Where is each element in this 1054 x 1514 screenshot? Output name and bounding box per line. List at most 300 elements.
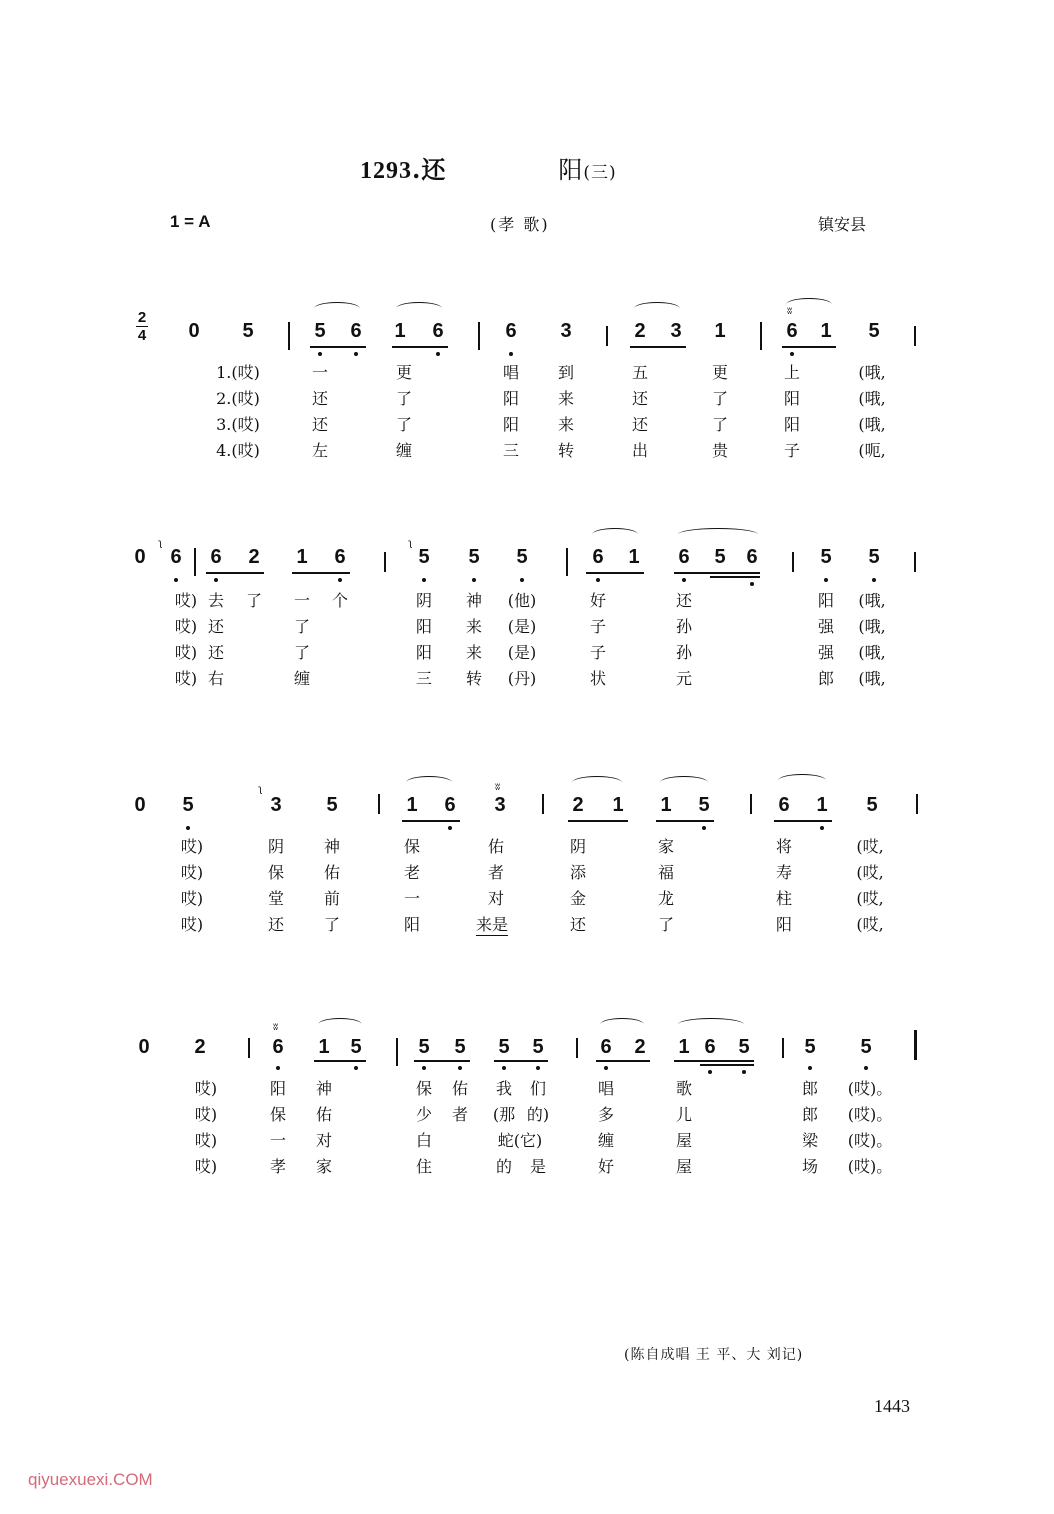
lyric: 强 xyxy=(817,643,835,662)
octave-dot xyxy=(864,1066,868,1070)
barline xyxy=(782,1038,784,1058)
lyric: 们 xyxy=(529,1079,547,1098)
lyric: 寿 xyxy=(775,863,793,882)
lyric: 还 xyxy=(569,915,587,934)
note: 0 xyxy=(134,546,146,568)
lyric: 阳 xyxy=(403,915,421,934)
lyric: 一 xyxy=(403,889,421,908)
lyric: 子 xyxy=(783,441,801,460)
note: 1 xyxy=(406,794,418,816)
note: 6 xyxy=(778,794,790,816)
note: 5 xyxy=(516,546,528,568)
note: 5 xyxy=(468,546,480,568)
note: 6 xyxy=(678,546,690,568)
lyric: 我 xyxy=(495,1079,513,1098)
ornament-mark: ʬ xyxy=(495,782,501,793)
lyric: 还 xyxy=(631,389,649,408)
underline xyxy=(402,820,460,822)
lyric: 柱 xyxy=(775,889,793,908)
octave-dot xyxy=(276,1066,280,1070)
underline xyxy=(206,572,264,574)
underline xyxy=(292,572,350,574)
octave-dot xyxy=(174,578,178,582)
lyric: 转 xyxy=(557,441,575,460)
title-second-char: 阳 xyxy=(558,156,584,184)
note: 5 xyxy=(350,1036,362,1058)
lyric: 对 xyxy=(487,889,505,908)
slur xyxy=(396,302,442,315)
slur xyxy=(406,776,452,789)
octave-dot xyxy=(596,578,600,582)
underline xyxy=(414,1060,470,1062)
lyric: 一 xyxy=(311,363,329,382)
staff-system-4 xyxy=(0,1022,1054,1076)
lyric: 来 xyxy=(465,617,483,636)
lyric: (哦, xyxy=(858,415,886,434)
staff-system-1 xyxy=(0,306,1054,360)
lyric: 堂 xyxy=(267,889,285,908)
underline xyxy=(586,572,644,574)
grace-note-mark: ʅ xyxy=(408,538,413,549)
underline xyxy=(782,346,836,348)
note: 2 xyxy=(634,320,646,342)
underline xyxy=(700,1064,754,1066)
slur xyxy=(600,1018,644,1031)
note: 5 xyxy=(498,1036,510,1058)
note: 5 xyxy=(868,546,880,568)
octave-dot xyxy=(354,352,358,356)
octave-dot xyxy=(790,352,794,356)
note: 5 xyxy=(242,320,254,342)
octave-dot xyxy=(820,826,824,830)
lyric: 来 xyxy=(465,643,483,662)
lyric: 强 xyxy=(817,617,835,636)
underline xyxy=(630,346,686,348)
lyric: 多 xyxy=(597,1105,615,1124)
lyric: 场 xyxy=(801,1157,819,1176)
note: 2 xyxy=(248,546,260,568)
note: 5 xyxy=(738,1036,750,1058)
staff-system-3 xyxy=(0,782,1054,834)
lyric: 儿 xyxy=(675,1105,693,1124)
lyric: 郎 xyxy=(817,669,835,688)
slur xyxy=(660,776,708,789)
note: 5 xyxy=(860,1036,872,1058)
lyric: 阳 xyxy=(502,389,520,408)
octave-dot xyxy=(436,352,440,356)
lyric: (哦, xyxy=(858,643,886,662)
note: 6 xyxy=(786,320,798,342)
lyric: 添 xyxy=(569,863,587,882)
note: 5 xyxy=(698,794,710,816)
note: 3 xyxy=(670,320,682,342)
octave-dot xyxy=(520,578,524,582)
lyric: 哎) xyxy=(194,1157,218,1176)
slur xyxy=(778,774,826,787)
octave-dot xyxy=(422,1066,426,1070)
lyric: (哎)。 xyxy=(847,1079,893,1098)
lyric: (哦, xyxy=(858,591,886,610)
time-signature-top: 2 xyxy=(137,309,147,326)
lyric: 保 xyxy=(403,837,421,856)
lyric: 更 xyxy=(395,363,413,382)
lyric: 福 xyxy=(657,863,675,882)
lyric: 上 xyxy=(783,363,801,382)
octave-dot xyxy=(186,826,190,830)
barline xyxy=(542,794,544,814)
lyric: 哎) xyxy=(194,1105,218,1124)
lyric: 者 xyxy=(487,863,505,882)
lyric: 阳 xyxy=(783,389,801,408)
note: 0 xyxy=(138,1036,150,1058)
underline xyxy=(774,820,832,822)
lyric: 还 xyxy=(311,389,329,408)
lyric: (哎, xyxy=(856,837,884,856)
lyric: 还 xyxy=(267,915,285,934)
octave-dot xyxy=(682,578,686,582)
slur xyxy=(318,1018,362,1031)
lyric: 还 xyxy=(675,591,693,610)
lyric: 还 xyxy=(207,617,225,636)
lyric: 一 xyxy=(269,1131,287,1150)
note: 5 xyxy=(418,1036,430,1058)
note: 1 xyxy=(394,320,406,342)
lyric: 哎) xyxy=(180,915,204,934)
lyric: 者 xyxy=(451,1105,469,1124)
lyric: 哎) xyxy=(174,643,198,662)
note: 6 xyxy=(210,546,222,568)
ornament-mark: ʬ xyxy=(273,1022,279,1033)
lyric: 哎) xyxy=(180,889,204,908)
lyric: 了 xyxy=(395,389,413,408)
lyric: (呃, xyxy=(858,441,886,460)
note: 2 xyxy=(634,1036,646,1058)
underline xyxy=(310,346,366,348)
lyric: 三 xyxy=(415,669,433,688)
lyric: 更 xyxy=(711,363,729,382)
note: 6 xyxy=(444,794,456,816)
lyric: 子 xyxy=(589,617,607,636)
lyric: (丹) xyxy=(507,669,537,688)
barline xyxy=(792,552,794,572)
lyric: 了 xyxy=(245,591,263,610)
lyric: 子 xyxy=(589,643,607,662)
lyric: 1.(哎) xyxy=(216,363,260,382)
lyric: 唱 xyxy=(502,363,520,382)
lyric: (哦, xyxy=(858,669,886,688)
lyric: 哎) xyxy=(174,591,198,610)
underline xyxy=(656,820,714,822)
note: 5 xyxy=(418,546,430,568)
lyric: 阳 xyxy=(775,915,793,934)
lyric: 孙 xyxy=(675,617,693,636)
note: 1 xyxy=(820,320,832,342)
underline xyxy=(314,1060,366,1062)
lyric: 唱 xyxy=(597,1079,615,1098)
barline xyxy=(288,322,290,350)
grace-note-mark: ʅ xyxy=(258,784,263,795)
underline xyxy=(674,572,760,574)
slur xyxy=(678,528,758,541)
octave-dot xyxy=(458,1066,462,1070)
note: 6 xyxy=(432,320,444,342)
lyric: 好 xyxy=(597,1157,615,1176)
lyric: 家 xyxy=(657,837,675,856)
lyric: (哎)。 xyxy=(847,1105,893,1124)
lyric: 了 xyxy=(711,389,729,408)
note: 6 xyxy=(704,1036,716,1058)
underline xyxy=(674,1060,754,1062)
note: 6 xyxy=(505,320,517,342)
note: 3 xyxy=(560,320,572,342)
lyric: (哎)。 xyxy=(847,1157,893,1176)
lyric: 神 xyxy=(465,591,483,610)
note: 6 xyxy=(350,320,362,342)
lyric: 阴 xyxy=(569,837,587,856)
song-number: 1293 xyxy=(360,158,412,184)
lyric: 白 xyxy=(415,1131,433,1150)
octave-dot xyxy=(318,352,322,356)
octave-dot xyxy=(536,1066,540,1070)
lyric: 了 xyxy=(293,643,311,662)
note: 5 xyxy=(182,794,194,816)
lyric: 前 xyxy=(323,889,341,908)
note: 0 xyxy=(188,320,200,342)
underline xyxy=(710,576,760,578)
lyric: 阳 xyxy=(502,415,520,434)
lyric: 来是 xyxy=(476,912,508,936)
lyric: 孙 xyxy=(675,643,693,662)
lyric: 佑 xyxy=(323,863,341,882)
barline xyxy=(248,1038,250,1058)
lyric: 哎) xyxy=(194,1131,218,1150)
note: 6 xyxy=(272,1036,284,1058)
lyric: 缠 xyxy=(395,441,413,460)
octave-dot xyxy=(472,578,476,582)
note: 1 xyxy=(678,1036,690,1058)
lyric: 郎 xyxy=(801,1105,819,1124)
lyric: (哎)。 xyxy=(847,1131,893,1150)
octave-dot xyxy=(808,1066,812,1070)
lyric: 4.(哎) xyxy=(216,441,260,460)
lyric: 郎 xyxy=(801,1079,819,1098)
note: 5 xyxy=(868,320,880,342)
octave-dot xyxy=(422,578,426,582)
octave-dot xyxy=(750,582,754,586)
lyric: 了 xyxy=(657,915,675,934)
lyric: 少 xyxy=(415,1105,433,1124)
lyric: 阴 xyxy=(267,837,285,856)
lyric: 右 xyxy=(207,669,225,688)
lyric: 状 xyxy=(589,669,607,688)
slur xyxy=(314,302,360,315)
lyric: 神 xyxy=(315,1079,333,1098)
note: 3 xyxy=(270,794,282,816)
lyric: 一 xyxy=(293,591,311,610)
performer-credit: (陈自成唱 王 平、大 刘记) xyxy=(624,1347,804,1363)
lyric: (哦, xyxy=(858,617,886,636)
lyric: 哎) xyxy=(174,669,198,688)
lyric: 保 xyxy=(269,1105,287,1124)
octave-dot xyxy=(448,826,452,830)
underline xyxy=(596,1060,650,1062)
lyric: (哎, xyxy=(856,915,884,934)
barline xyxy=(760,322,762,350)
lyric: 老 xyxy=(403,863,421,882)
lyric: (是) xyxy=(507,617,537,636)
octave-dot xyxy=(354,1066,358,1070)
lyric: (那 xyxy=(492,1105,516,1124)
lyric: 金 xyxy=(569,889,587,908)
octave-dot xyxy=(708,1070,712,1074)
lyric: 神 xyxy=(323,837,341,856)
lyric: 屋 xyxy=(675,1131,693,1150)
note: 2 xyxy=(572,794,584,816)
slur xyxy=(786,298,832,311)
note: 1 xyxy=(714,320,726,342)
lyric: 哎) xyxy=(180,837,204,856)
note: 3 xyxy=(494,794,506,816)
note: 1 xyxy=(612,794,624,816)
region-label: 镇安县 xyxy=(818,215,867,234)
lyric: 保 xyxy=(415,1079,433,1098)
lyric: 了 xyxy=(711,415,729,434)
lyric: 出 xyxy=(631,441,649,460)
lyric: 五 xyxy=(631,363,649,382)
lyric: 3.(哎) xyxy=(216,415,260,434)
note: 6 xyxy=(334,546,346,568)
lyric: 阴 xyxy=(415,591,433,610)
page-title: 1293.还 阳(三) xyxy=(360,155,617,184)
note: 5 xyxy=(820,546,832,568)
lyric: 到 xyxy=(557,363,575,382)
lyric: 阳 xyxy=(415,617,433,636)
lyric: 转 xyxy=(465,669,483,688)
lyric: 缠 xyxy=(293,669,311,688)
lyric: 阳 xyxy=(415,643,433,662)
underline xyxy=(392,346,448,348)
barline xyxy=(566,548,568,576)
lyric: 哎) xyxy=(194,1079,218,1098)
barline xyxy=(576,1038,578,1058)
lyric: 2.(哎) xyxy=(216,389,260,408)
barline xyxy=(916,794,918,814)
lyric: 来 xyxy=(557,415,575,434)
lyric: 是 xyxy=(529,1157,547,1176)
octave-dot xyxy=(502,1066,506,1070)
lyric: (哦, xyxy=(858,389,886,408)
note: 5 xyxy=(326,794,338,816)
lyric: 梁 xyxy=(801,1131,819,1150)
final-barline xyxy=(914,1030,917,1060)
lyric: 阳 xyxy=(269,1079,287,1098)
slur xyxy=(572,776,622,789)
lyric: 三 xyxy=(502,441,520,460)
note: 5 xyxy=(714,546,726,568)
lyric: (他) xyxy=(507,591,537,610)
lyric: 保 xyxy=(267,863,285,882)
lyric: (是) xyxy=(507,643,537,662)
staff-system-2 xyxy=(0,538,1054,586)
barline xyxy=(606,326,608,346)
lyric: 好 xyxy=(589,591,607,610)
underline xyxy=(568,820,628,822)
slur xyxy=(678,1018,744,1031)
lyric: 缠 xyxy=(597,1131,615,1150)
octave-dot xyxy=(604,1066,608,1070)
note: 0 xyxy=(134,794,146,816)
title-first-char: 还 xyxy=(421,155,447,184)
lyric: 佑 xyxy=(487,837,505,856)
lyric: 哎) xyxy=(180,863,204,882)
lyric: 了 xyxy=(293,617,311,636)
octave-dot xyxy=(702,826,706,830)
octave-dot xyxy=(824,578,828,582)
barline xyxy=(378,794,380,814)
lyric: (哎, xyxy=(856,863,884,882)
lyric: 贵 xyxy=(711,441,729,460)
lyric: 对 xyxy=(315,1131,333,1150)
time-signature-bottom: 4 xyxy=(137,327,147,344)
note: 6 xyxy=(600,1036,612,1058)
grace-note-mark: ʅ xyxy=(158,538,163,549)
page-number: 1443 xyxy=(874,1396,910,1416)
lyric: 的) xyxy=(526,1105,550,1124)
key-signature: 1 = A xyxy=(170,212,211,231)
lyric: 孝 xyxy=(269,1157,287,1176)
barline xyxy=(914,326,916,346)
lyric: 屋 xyxy=(675,1157,693,1176)
barline xyxy=(194,548,196,576)
octave-dot xyxy=(338,578,342,582)
lyric: 佑 xyxy=(451,1079,469,1098)
lyric: 阳 xyxy=(783,415,801,434)
lyric: 住 xyxy=(415,1157,433,1176)
note: 1 xyxy=(628,546,640,568)
lyric: 还 xyxy=(207,643,225,662)
lyric: 还 xyxy=(631,415,649,434)
note: 1 xyxy=(660,794,672,816)
lyric: 了 xyxy=(323,915,341,934)
note: 1 xyxy=(318,1036,330,1058)
barline xyxy=(396,1038,398,1066)
slur xyxy=(592,528,638,541)
lyric: 歌 xyxy=(675,1079,693,1098)
lyric: 龙 xyxy=(657,889,675,908)
lyric: 了 xyxy=(395,415,413,434)
octave-dot xyxy=(214,578,218,582)
note: 5 xyxy=(532,1036,544,1058)
lyric: 左 xyxy=(311,441,329,460)
lyric: 个 xyxy=(331,591,349,610)
note: 6 xyxy=(746,546,758,568)
genre-label: (孝 歌) xyxy=(490,215,550,234)
note: 2 xyxy=(194,1036,206,1058)
ornament-mark: ʬ xyxy=(787,306,793,317)
note: 5 xyxy=(314,320,326,342)
note: 5 xyxy=(866,794,878,816)
note: 1 xyxy=(296,546,308,568)
barline xyxy=(750,794,752,814)
lyric: 阳 xyxy=(817,591,835,610)
octave-dot xyxy=(509,352,513,356)
lyric: 家 xyxy=(315,1157,333,1176)
note: 5 xyxy=(454,1036,466,1058)
note: 1 xyxy=(816,794,828,816)
octave-dot xyxy=(872,578,876,582)
title-subtitle: (三) xyxy=(583,163,617,183)
octave-dot xyxy=(742,1070,746,1074)
